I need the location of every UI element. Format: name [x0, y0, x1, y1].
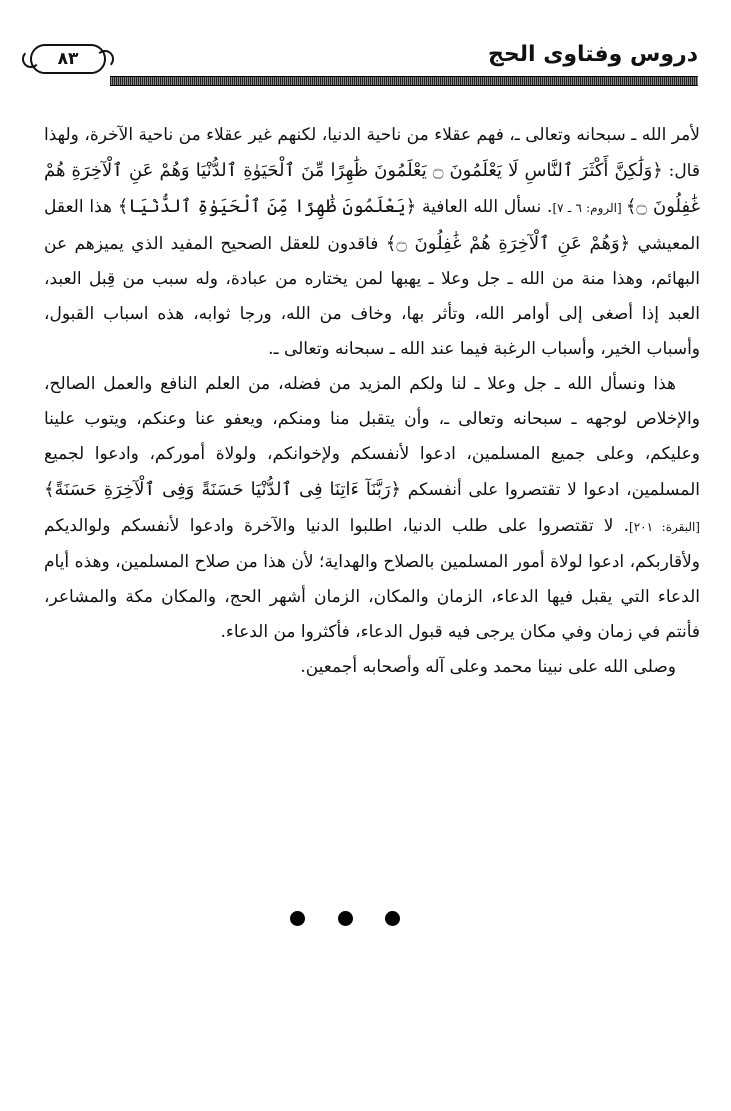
book-title: دروس وفتاوى الحج: [488, 42, 698, 67]
quran-verse: ﴿وَلَٰكِنَّ أَكْثَرَ ٱلنَّاسِ لَا يَعْلَمُونَ ۝ يَعْلَمُونَ ظَٰهِرًا مِّنَ ٱلْحَيَوٰةِ ٱلدُّنْيَا وَهُمْ عَنِ ٱلْآخِرَةِ هُمْ غَٰفِلُونَ ۝﴾: [44, 160, 700, 217]
header-rule: [110, 76, 698, 86]
quran-verse: ﴿يَعْلَمُونَ ظَٰهِرًا مِّنَ ٱلْحَيَوٰةِ ٱلدُّنْيَا﴾: [117, 196, 417, 217]
page-number: ٨٣: [57, 49, 79, 69]
verse-reference: [البقرة: ٢٠١]: [629, 520, 700, 534]
text-segment: فاقدون للعقل الصحيح المفيد الذي يميزهم عن البهائم، وهذا منة من الله ـ جل وعلا ـ يهبها لمن يختاره من عبادة، وله سبب من قِبل العبد، العبد إذا أصغى إلى أوامر الله، وتأثر بها، وخاف من الله، ورجا ثوابه، هذه اسباب القبول، وأسباب الخير، وأسباب الرغبة فيما عند الله ـ سبحانه وتعالى ـ.: [44, 234, 700, 359]
paragraph-2: [44, 367, 700, 650]
text-segment: . لا تقتصروا على طلب الدنيا، اطلبوا الدنيا والآخرة وادعوا لأنفسكم ولوالديكم ولأقاربكم، ادعوا لولاة أمور المسلمين بالصلاح والهداية؛ لأن هذا من صلاح المسلمين، وهذه أيام الدعاء التي يقبل فيها الدعاء، الزمان والمكان، الزمان أشهر الحج، والمكان مكة والمشاعر، فأنتم في زمان وفي مكان يرجى فيه قبول الدعاء، فأكثروا من الدعاء.: [44, 516, 700, 642]
quran-verse: ﴿رَبَّنَآ ءَاتِنَا فِى ٱلدُّنْيَا حَسَنَةً وَفِى ٱلْآخِرَةِ حَسَنَةً﴾: [44, 479, 402, 500]
text-segment: وصلى الله على نبينا محمد وعلى آله وأصحابه أجمعين.: [300, 657, 676, 677]
divider-dot: [338, 911, 353, 926]
text-segment: . نسأل الله العافية: [416, 197, 553, 217]
paragraph-1: [44, 118, 700, 367]
page-number-badge: [30, 44, 106, 74]
text-segment: لأمر الله ـ سبحانه وتعالى ـ، فهم عقلاء من ناحية الدنيا، لكنهم غير عقلاء من ناحية الآخرة، ولهذا قال:: [44, 125, 700, 181]
section-divider: [290, 910, 400, 926]
divider-dot: [385, 911, 400, 926]
text-segment: هذا ونسأل الله ـ جل وعلا ـ لنا ولكم المزيد من فضله، من العلم النافع والعمل الصالح، والإخلاص لوجهه ـ سبحانه وتعالى ـ، وأن يتقبل منا ومنكم، ويعفو عنا وعنكم، ويتوب علينا وعليكم، وعلى جميع المسلمين، ادعوا لأنفسكم ولإخوانكم، ولولاة أموركم، وادعوا لجميع المسلمين، ادعوا لا تقتصروا على أنفسكم: [44, 374, 700, 500]
divider-dot: [290, 911, 305, 926]
page-header: [30, 40, 698, 88]
body-text: [44, 118, 700, 685]
paragraph-3: [44, 650, 700, 685]
text-segment: هذا العقل المعيشي: [44, 197, 700, 254]
quran-verse: ﴿وَهُمْ عَنِ ٱلْآخِرَةِ هُمْ غَٰفِلُونَ ۝﴾: [385, 233, 631, 254]
verse-reference: [الروم: ٦ ـ ٧]: [552, 201, 626, 215]
